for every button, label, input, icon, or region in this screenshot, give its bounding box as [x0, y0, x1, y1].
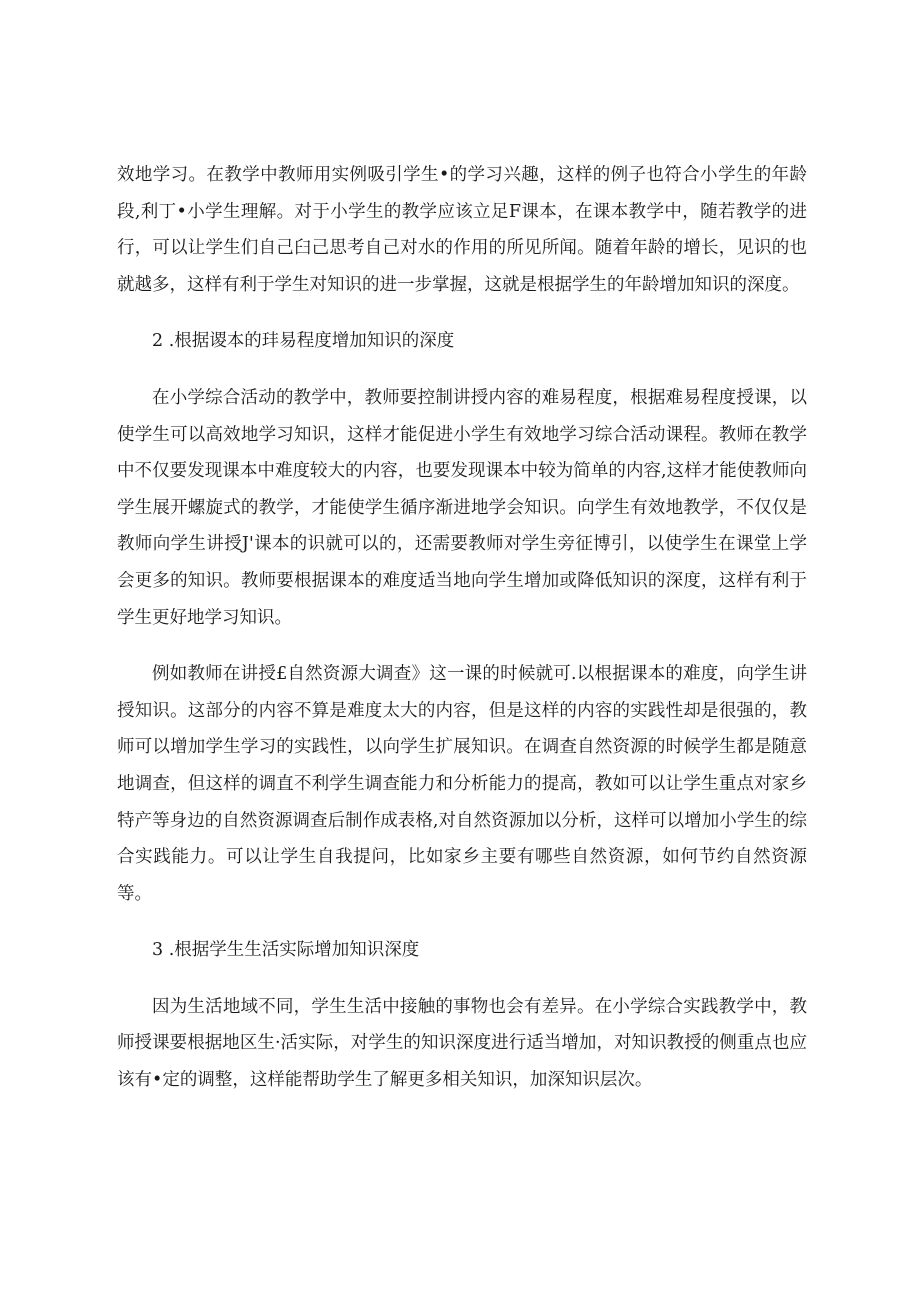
section-heading-2: 2 .根据谡本的玤易程度增加知识的深度: [152, 331, 455, 352]
paragraph-continuation: 效地学习。在教学中教师用实例吸引学生•的学习兴趣，这样的例子也符合小学生的年龄段,利丁•小学生理解。对于小学生的教学应该立足F课本，在课本教学中，随若教学的进行，可以让学生们自己臼己思考自己对水的作用的所见所闻。随着年龄的增长，见识的也就越多，这样有利于学生对知识的进一步掌握，这就是根据学生的年龄增加知识的深度。: [117, 165, 807, 295]
paragraph-gap: [117, 360, 807, 380]
paragraph-difficulty: 在小学综合活动的教学中，教师要控制讲授内容的难易程度，根据难易程度授课，以使学生可以高效地学习知识，这样才能促进小学生有效地学习综合活动课程。教师在教学中不仅要发现课本中难度较大的内容，也要发现课本中较为简单的内容,这样才能使教师向学生展开螺旋式的教学，才能使学生循序渐进地学会知识。向学生有效地教学，不仅仅是教师向学生讲授J'课本的识就可以的，还需要教师对学生旁征博引，以使学生在课堂上学会更多的知识。教师要根据课本的难度适当地向学生增加或降低知识的深度，这样有利于学生更好地学习知识。: [117, 387, 807, 628]
paragraph-gap: [117, 303, 807, 323]
paragraph-gap: [117, 636, 807, 656]
section-heading-3: 3 .根据学生生活实际增加知识深度: [152, 940, 420, 961]
document-body: [117, 157, 807, 1099]
paragraph-example: 例如教师在讲授£自然资源大调查》这一课的时候就可.以根据课本的难度，向学生讲授知识。这部分的内容不算是难度太大的内容，但是这样的内容的实践性却是很强的，教师可以增加学生学习的实践性，以向学生扩展知识。在调查自然资源的时候学生都是随意地调查，但这样的调直不利学生调查能力和分析能力的提高，教如可以让学生重点对家乡特产等身边的自然资源调查后制作成表格,对自然资源加以分析，这样可以增加小学生的综合实践能力。可以让学生自我提问，比如家乡主要有哪些自然资源，如何节约自然资源等。: [117, 664, 807, 904]
paragraph-life: 因为生活地域不同，学生生活中接触的事物也会有差异。在小学综合实践教学中，教师授课要根据地区生·活实际，对学生的知识深度进行适当增加，对知识教授的侧重点也应该有•定的调整，这样能帮助学生了解更多相关知识，加深知识层次。: [117, 996, 807, 1091]
paragraph-gap: [117, 969, 807, 989]
paragraph-gap: [117, 912, 807, 932]
